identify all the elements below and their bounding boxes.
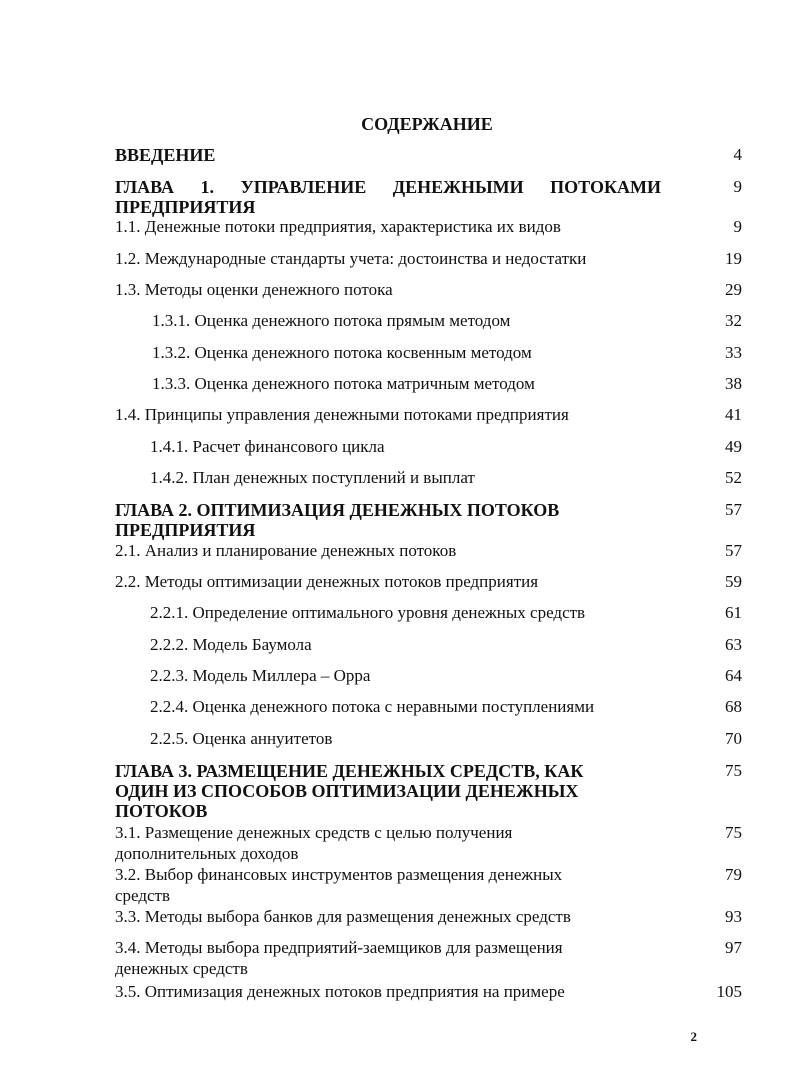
toc-entry-label: 2.2.1. Определение оптимального уровня денежных средств	[150, 603, 586, 622]
toc-entry-page: 9	[733, 177, 742, 196]
toc-entry-label: 1.2. Международные стандарты учета: достоинства и недостатки	[115, 249, 587, 268]
toc-entry-label: 1.3.2. Оценка денежного потока косвенным методом	[152, 343, 532, 362]
toc-entry-page: 41	[725, 405, 742, 424]
toc-entry-page: 29	[725, 280, 742, 299]
toc-entry-label: 2.2. Методы оптимизации денежных потоков предприятия	[115, 572, 539, 591]
toc-entry-page: 63	[725, 635, 742, 654]
toc-entry-page: 59	[725, 572, 742, 591]
toc-entry-page: 75	[725, 823, 742, 842]
toc-entry-label: 2.2.4. Оценка денежного потока с неравными поступлениями	[150, 697, 595, 716]
toc-entry-label: ВВЕДЕНИЕ	[115, 145, 216, 165]
toc-entry-label-line3: ПОТОКОВ	[115, 801, 208, 821]
toc-entry-label-line2: дополнительных доходов	[115, 844, 299, 863]
toc-entry-page: 61	[725, 603, 742, 622]
toc-entry-label: 2.2.3. Модель Миллера – Орра	[150, 666, 371, 685]
toc-entry-label: ГЛАВА 1. УПРАВЛЕНИЕ ДЕНЕЖНЫМИ ПОТОКАМИ	[115, 177, 661, 197]
toc-entry-label-line2: ПРЕДПРИЯТИЯ	[115, 197, 256, 217]
toc-entry-page: 105	[716, 982, 742, 1001]
toc-entry-label-line2: ОДИН ИЗ СПОСОБОВ ОПТИМИЗАЦИИ ДЕНЕЖНЫХ	[115, 781, 579, 801]
toc-entry-label: 3.1. Размещение денежных средств с целью получения	[115, 823, 513, 842]
toc-entry-label: ГЛАВА 2. ОПТИМИЗАЦИЯ ДЕНЕЖНЫХ ПОТОКОВ	[115, 500, 560, 520]
toc-entry-page: 33	[725, 343, 742, 362]
page-title: СОДЕРЖАНИЕ	[361, 114, 493, 134]
toc-entry-label-line2: средств	[115, 886, 171, 905]
toc-entry-label: 2.2.5. Оценка аннуитетов	[150, 729, 333, 748]
toc-entry-page: 57	[725, 500, 742, 519]
toc-entry-page: 79	[725, 865, 742, 884]
toc-entry-page: 70	[725, 729, 742, 748]
page-number: 2	[690, 1029, 697, 1044]
toc-entry-label: 3.5. Оптимизация денежных потоков предприятия на примере	[115, 982, 565, 1001]
toc-entry-label: 1.4.2. План денежных поступлений и выплат	[150, 468, 475, 487]
toc-entry-label: 1.4. Принципы управления денежными потоками предприятия	[115, 405, 569, 424]
toc-entry-label: 2.2.2. Модель Баумола	[150, 635, 312, 654]
toc-entry-page: 64	[725, 666, 742, 685]
toc-entry-page: 4	[733, 145, 742, 164]
toc-entry-page: 75	[725, 761, 742, 780]
toc-entry-label: 2.1. Анализ и планирование денежных потоков	[115, 541, 457, 560]
toc-entry-page: 32	[725, 311, 742, 330]
toc-entry-page: 68	[725, 697, 742, 716]
toc-entry-label: ГЛАВА 3. РАЗМЕЩЕНИЕ ДЕНЕЖНЫХ СРЕДСТВ, КАК	[115, 761, 584, 781]
toc-entry-label: 1.3.3. Оценка денежного потока матричным методом	[152, 374, 535, 393]
toc-entry-label-line2: ПРЕДПРИЯТИЯ	[115, 520, 256, 540]
toc-entry-label: 3.3. Методы выбора банков для размещения денежных средств	[115, 907, 571, 926]
toc-entry-label-line2: денежных средств	[115, 959, 248, 978]
toc-entry-label: 3.4. Методы выбора предприятий-заемщиков для размещения	[115, 938, 563, 957]
toc-entry-label: 1.4.1. Расчет финансового цикла	[150, 437, 385, 456]
toc-entry-page: 97	[725, 938, 742, 957]
toc-entry-page: 38	[725, 374, 742, 393]
toc-entry-page: 93	[725, 907, 742, 926]
toc-entry-label: 3.2. Выбор финансовых инструментов размещения денежных	[115, 865, 563, 884]
toc-entry-page: 9	[733, 217, 742, 236]
toc-entry-page: 52	[725, 468, 742, 487]
toc-entry-page: 49	[725, 437, 742, 456]
toc-entry-label: 1.1. Денежные потоки предприятия, характеристика их видов	[115, 217, 561, 236]
toc-entry-label: 1.3. Методы оценки денежного потока	[115, 280, 393, 299]
toc-entry-page: 57	[725, 541, 742, 560]
toc-entry-label: 1.3.1. Оценка денежного потока прямым методом	[152, 311, 511, 330]
toc-entry-page: 19	[725, 249, 742, 268]
